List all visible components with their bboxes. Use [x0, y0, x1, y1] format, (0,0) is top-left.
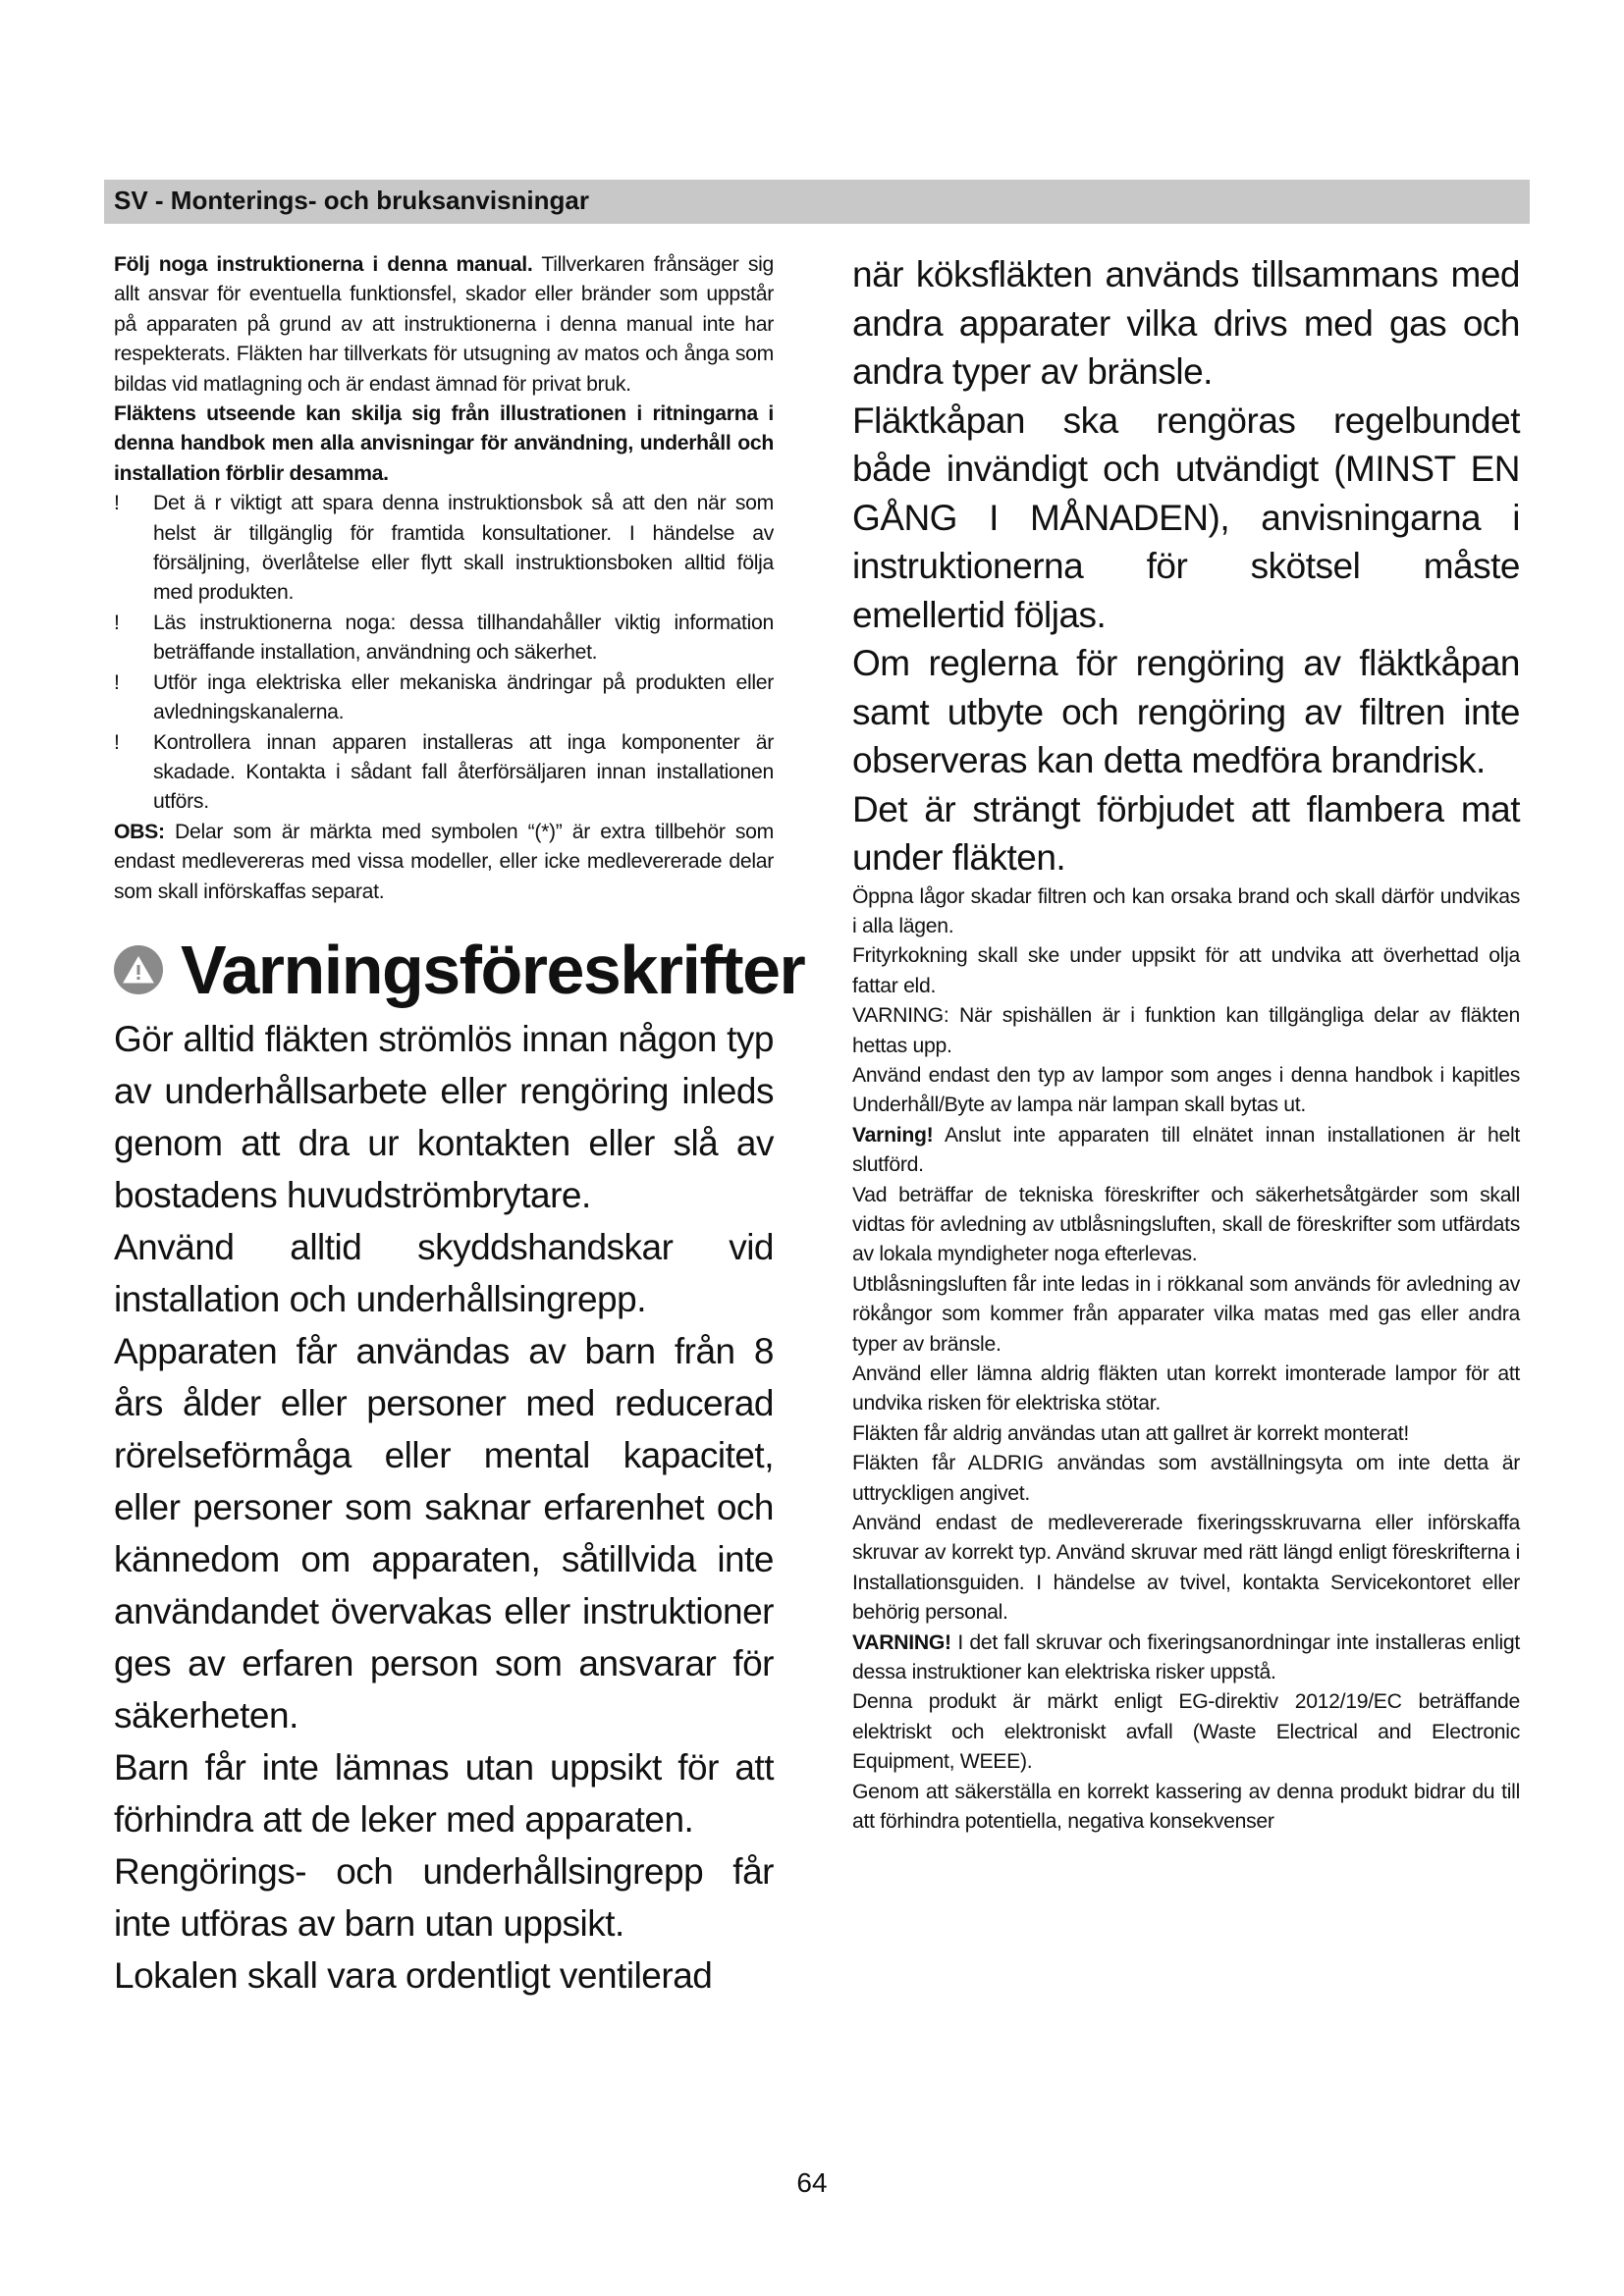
appearance-note: Fläktens utseende kan skilja sig från illustrationen i ritningarna i denna handbok men alla anvisningar för användning, underhåll och installation förblir desamma.	[114, 402, 774, 485]
right-column	[852, 250, 1520, 1838]
warning-paragraph: Använd alltid skyddshandskar vid installation och underhållsingrepp.	[114, 1226, 774, 1319]
intro-text: Tillverkaren frånsäger sig allt ansvar för eventuella funktionsfel, skador eller bränder som uppstår på apparaten på grund av att instruktionerna i denna manual inte har respekterats. Fläkten har tillverkats för utsugning av matos och ånga som bildas vid matlagning och är endast ämnad för privat bruk.	[114, 253, 774, 396]
safety-paragraph: VARNING: När spishällen är i funktion kan tillgängliga delar av fläkten hettas upp.	[852, 1004, 1520, 1057]
safety-paragraph: Fläkten får ALDRIG användas som avställningsyta om inte detta är uttryckligen angivet.	[852, 1452, 1520, 1505]
warning-paragraph: Apparaten får användas av barn från 8 års ålder eller personer med reducerad rörelseförmåga eller mental kapacitet, eller personer som saknar erfarenhet och kännedom om apparaten, såtillvida inte användandet övervakas eller instruktioner ges av erfaren person som ansvarar för säkerheten.	[114, 1330, 774, 1735]
warning-label: VARNING!	[852, 1630, 951, 1654]
safety-paragraph: Frityrkokning skall ske under uppsikt för att undvika att överhettad olja fattar eld.	[852, 944, 1520, 997]
safety-text: I det fall skruvar och fixeringsanordningar inte installeras enligt dessa instruktioner kan elektriska risker uppstå.	[852, 1630, 1520, 1684]
bullet-item	[114, 609, 774, 668]
safety-paragraph: Använd endast de medlevererade fixeringsskruvarna eller införskaffa skruvar av korrekt typ. Använd skruvar med rätt längd enligt föreskrifterna i Installationsguiden. I händelse av tvivel, kontakta Servicekontoret eller behörig personal.	[852, 1512, 1520, 1625]
safety-paragraph: Använd endast den typ av lampor som anges i denna handbok i kapitles Underhåll/Byte av lampa när lampan skall bytas ut.	[852, 1063, 1520, 1117]
section-title: SV - Monterings- och bruksanvisningar	[114, 186, 589, 215]
warning-title: Varningsföreskrifter	[181, 931, 805, 1008]
exclamation-mark: !	[114, 611, 120, 634]
warning-paragraph: när köksfläkten används tillsammans med andra apparater vilka drivs med gas och andra typer av bränsle.	[852, 254, 1520, 392]
intro-bold-text: Följ noga instruktionerna i denna manual.	[114, 253, 533, 276]
warning-paragraph: Rengörings- och underhållsingrepp får inte utföras av barn utan uppsikt.	[114, 1850, 774, 1944]
safety-paragraph: Öppna lågor skadar filtren och kan orsaka brand och skall därför undvikas i alla lägen.	[852, 884, 1520, 937]
safety-text: Anslut inte apparaten till elnätet innan installationen är helt slutförd.	[852, 1123, 1520, 1177]
bullet-text: Det ä r viktigt att spara denna instruktionsbok så att den när som helst är tillgänglig för framtida konsultationer. I händelse av försäljning, överlåtelse eller flytt skall instruktionsboken alltid följa med produkten.	[153, 492, 774, 605]
safety-paragraph: Genom att säkerställa en korrekt kassering av denna produkt bidrar du till att förhindra potentiella, negativa konsekvenser	[852, 1780, 1520, 1834]
bullet-item	[114, 668, 774, 728]
warning-paragraph: Lokalen skall vara ordentligt ventilerad	[114, 1954, 713, 1996]
bullet-text: Kontrollera innan apparen installeras att inga komponenter är skadade. Kontakta i sådant fall återförsäljaren innan installationen utförs.	[153, 730, 774, 814]
safety-paragraph: Utblåsningsluften får inte ledas in i rökkanal som används för avledning av rökångor som kommer från apparater vilka matas med gas eller andra typer av bränsle.	[852, 1272, 1520, 1356]
bullet-item	[114, 728, 774, 818]
warning-paragraph: Fläktkåpan ska rengöras regelbundet både invändigt och utvändigt (MINST EN GÅNG I MÅNADEN), anvisningarna i instruktionerna för skötsel måste emellertid följas.	[852, 400, 1520, 635]
bullet-item	[114, 489, 774, 609]
safety-paragraph	[852, 1629, 1520, 1688]
warning-triangle-icon	[114, 945, 163, 994]
exclamation-mark: !	[114, 492, 120, 515]
exclamation-mark: !	[114, 670, 120, 694]
safety-paragraph	[852, 1121, 1520, 1181]
warning-label: Varning!	[852, 1123, 934, 1147]
safety-paragraph: Fläkten får aldrig användas utan att gallret är korrekt monterat!	[852, 1421, 1409, 1445]
page-number: 64	[796, 2167, 828, 2198]
bullet-text: Läs instruktionerna noga: dessa tillhandahåller viktig information beträffande installation, användning och säkerhet.	[153, 611, 774, 665]
warning-paragraph: Barn får inte lämnas utan uppsikt för att förhindra att de leker med apparaten.	[114, 1746, 774, 1840]
warning-paragraph: Om reglerna för rengöring av fläktkåpan samt utbyte och rengöring av filtren inte observeras kan detta medföra brandrisk.	[852, 643, 1520, 780]
left-column	[114, 250, 805, 2002]
warning-paragraph: Det är strängt förbjudet att flambera mat under fläkten.	[852, 788, 1520, 878]
bullet-text: Utför inga elektriska eller mekaniska ändringar på produkten eller avledningskanalerna.	[153, 670, 774, 724]
safety-paragraph: Denna produkt är märkt enligt EG-direktiv 2012/19/EC beträffande elektriskt och elektroniskt avfall (Waste Electrical and Electronic Equipment, WEEE).	[852, 1690, 1520, 1774]
warning-heading	[114, 931, 805, 1008]
obs-note	[114, 818, 774, 907]
exclamation-mark: !	[114, 730, 120, 754]
safety-paragraph: Använd eller lämna aldrig fläkten utan korrekt imonterade lampor för att undvika risken för elektriska stötar.	[852, 1362, 1520, 1415]
safety-paragraph: Vad beträffar de tekniska föreskrifter och säkerhetsåtgärder som skall vidtas för avledning av utblåsningsluften, skall de föreskrifter som utfärdats av lokala myndigheter noga efterlevas.	[852, 1183, 1520, 1266]
intro-paragraph	[114, 250, 774, 400]
obs-label: OBS:	[114, 820, 165, 843]
section-header-bar	[104, 180, 1530, 224]
warning-paragraph: Gör alltid fläkten strömlös innan någon typ av underhållsarbete eller rengöring inleds genom att dra ur kontakten eller slå av bostadens huvudströmbrytare.	[114, 1018, 774, 1215]
obs-text: Delar som är märkta med symbolen “(*)” är extra tillbehör som endast medlevereras med vissa modeller, eller icke medlevererade delar som skall införskaffas separat.	[114, 820, 774, 903]
